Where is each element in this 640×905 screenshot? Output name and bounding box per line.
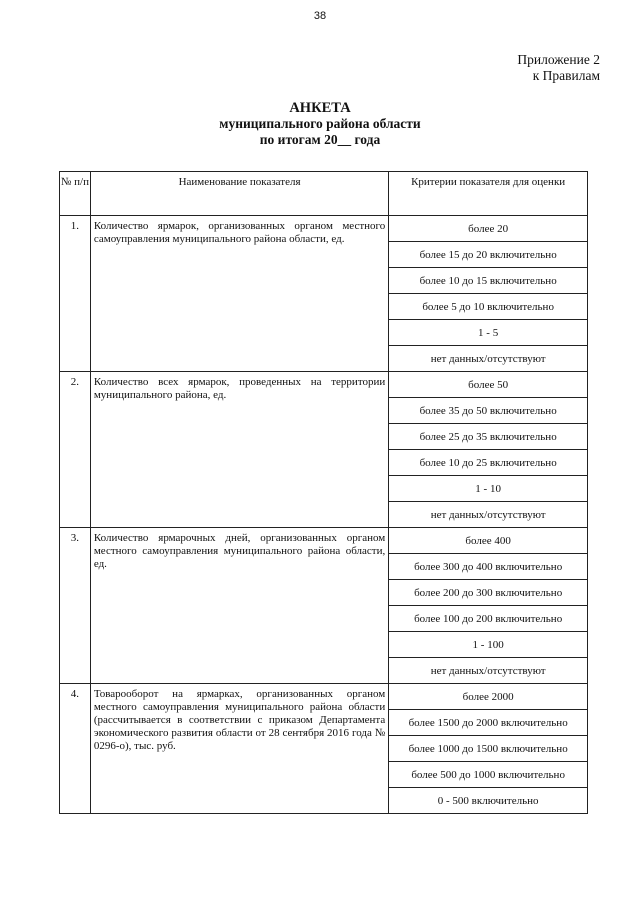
criterion-cell: 1 - 10 [389,476,588,502]
header-criteria: Критерии показателя для оценки [389,172,588,216]
appendix-line-2: к Правилам [532,68,600,83]
survey-table [59,171,588,814]
indicator-name: Количество ярмарочных дней, организованных органом местного самоуправления муниципального района области, ед. [90,528,388,684]
table-header-row [60,172,588,216]
criterion-cell: более 50 [389,372,588,398]
row-number: 3. [60,528,91,684]
table-row [60,216,588,242]
criterion-cell: более 10 до 15 включительно [389,268,588,294]
criterion-cell: более 500 до 1000 включительно [389,762,588,788]
criterion-cell: 1 - 100 [389,632,588,658]
criterion-cell: более 35 до 50 включительно [389,398,588,424]
row-number: 4. [60,684,91,814]
criterion-cell: более 400 [389,528,588,554]
criterion-cell: 1 - 5 [389,320,588,346]
header-number: № п/п [60,172,91,216]
criterion-cell: нет данных/отсутствуют [389,346,588,372]
table-row [60,372,588,398]
criterion-cell: более 300 до 400 включительно [389,554,588,580]
document-title [0,100,640,148]
criterion-cell: более 1500 до 2000 включительно [389,710,588,736]
criterion-cell: более 20 [389,216,588,242]
criterion-cell: более 15 до 20 включительно [389,242,588,268]
page-number: 38 [313,10,327,22]
header-indicator-name: Наименование показателя [90,172,388,216]
criterion-cell: более 100 до 200 включительно [389,606,588,632]
title-line-3: по итогам 20__ года [259,132,381,147]
indicator-name: Количество всех ярмарок, проведенных на территории муниципального района, ед. [90,372,388,528]
table-body [60,216,588,814]
criterion-cell: 0 - 500 включительно [389,788,588,814]
table-row [60,684,588,710]
criterion-cell: нет данных/отсутствуют [389,502,588,528]
criterion-cell: нет данных/отсутствуют [389,658,588,684]
row-number: 2. [60,372,91,528]
indicator-name: Товарооборот на ярмарках, организованных органом местного самоуправления муниципального района области (рассчитывается в соответствии с приказом Департамента экономического развития области от 28 сентября 2016 года № 0296-о), тыс. руб. [90,684,388,814]
criterion-cell: более 5 до 10 включительно [389,294,588,320]
criterion-cell: более 200 до 300 включительно [389,580,588,606]
criterion-cell: более 10 до 25 включительно [389,450,588,476]
title-line-1: АНКЕТА [289,100,351,116]
title-line-2: муниципального района области [219,116,421,131]
row-number: 1. [60,216,91,372]
appendix-reference [517,52,600,84]
table-row [60,528,588,554]
criterion-cell: более 1000 до 1500 включительно [389,736,588,762]
indicator-name: Количество ярмарок, организованных органом местного самоуправления муниципального района области, ед. [90,216,388,372]
criterion-cell: более 25 до 35 включительно [389,424,588,450]
appendix-line-1: Приложение 2 [517,52,600,67]
criterion-cell: более 2000 [389,684,588,710]
